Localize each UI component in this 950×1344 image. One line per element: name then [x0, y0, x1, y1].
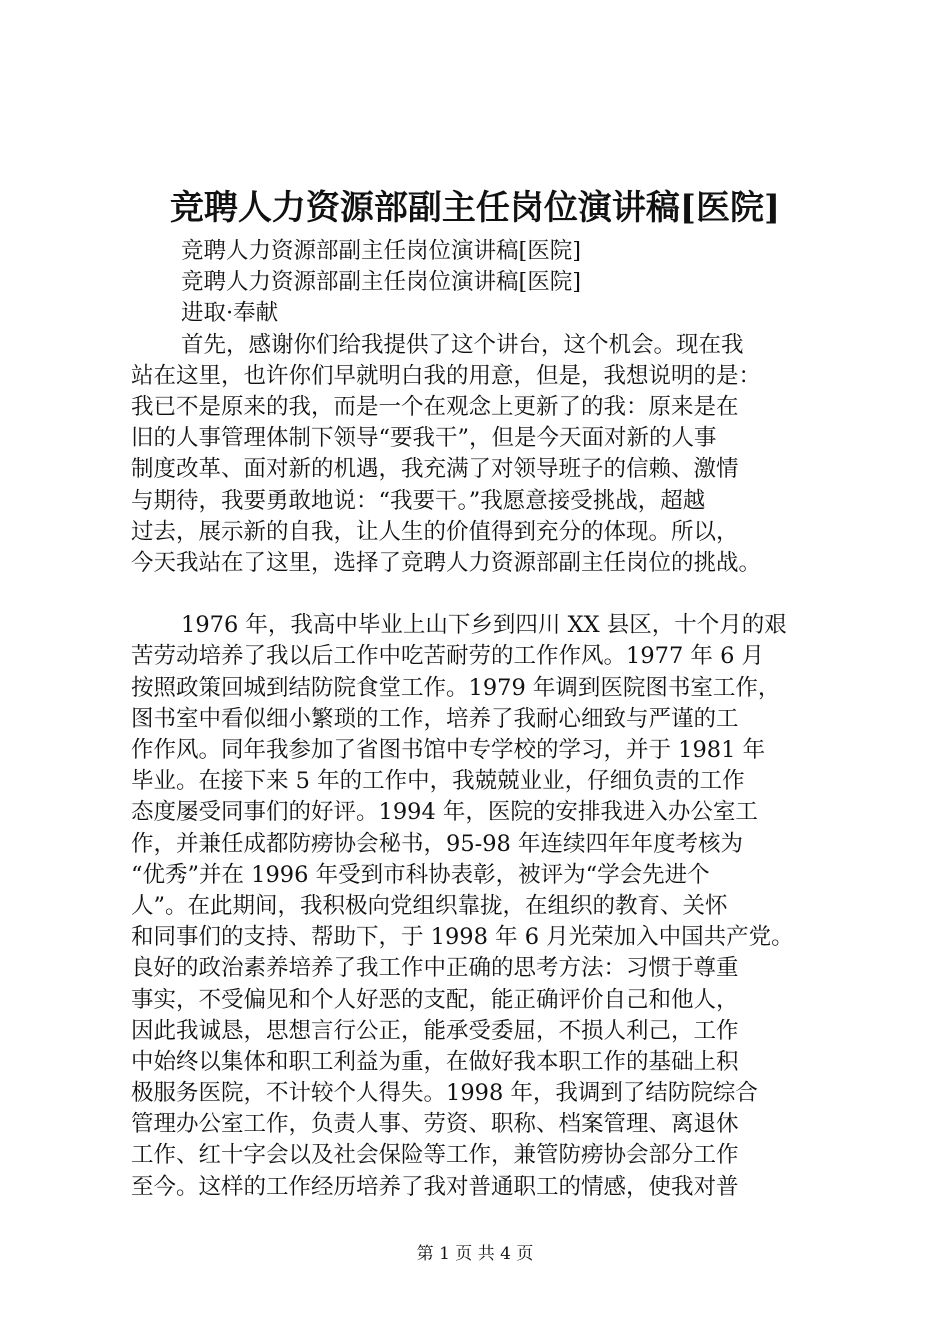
paragraph-line: 工作、红十字会以及社会保险等工作，兼管防痨协会部分工作 [131, 1142, 739, 1169]
paragraph-line: 人”。在此期间，我积极向党组织靠拢，在组织的教育、关怀 [131, 892, 728, 919]
paragraph-line: 苦劳动培养了我以后工作中吃苦耐劳的工作作风。1977 年 6 月 [131, 643, 765, 670]
paragraph-line: 良好的政治素养培养了我工作中正确的思考方法：习惯于尊重 [131, 955, 739, 982]
paragraph-line: 作，并兼任成都防痨协会秘书，95-98 年连续四年年度考核为 [131, 830, 744, 857]
paragraph-line: 事实，不受偏见和个人好恶的支配，能正确评价自己和他人， [131, 986, 739, 1013]
document-body [131, 236, 851, 1203]
paragraph-line: 旧的人事管理体制下领导“要我干”，但是今天面对新的人事 [131, 425, 717, 452]
paragraph-line: 首先，感谢你们给我提供了这个讲台，这个机会。现在我 [181, 331, 744, 358]
paragraph-line: 作作风。同年我参加了省图书馆中专学校的学习，并于 1981 年 [131, 737, 766, 763]
subtitle-line: 进取·奉献 [181, 300, 279, 327]
paragraph-line: 和同事们的支持、帮助下，于 1998 年 6 月光荣加入中国共产党。 [131, 924, 794, 951]
paragraph-line: 毕业。在接下来 5 年的工作中，我兢兢业业，仔细负责的工作 [131, 768, 745, 795]
paragraph-line: 过去，展示新的自我，让人生的价值得到充分的体现。所以， [131, 518, 739, 545]
page-number-footer: 第 1 页 共 4 页 [416, 1244, 534, 1264]
paragraph-line: 与期待，我要勇敢地说：“我要干。”我愿意接受挑战，超越 [131, 487, 706, 514]
paragraph-line: 至今。这样的工作经历培养了我对普通职工的情感，使我对普 [131, 1173, 739, 1200]
paragraph-2 [131, 610, 851, 1203]
paragraph-1 [131, 330, 851, 580]
paragraph-line: 站在这里，也许你们早就明白我的用意，但是，我想说明的是： [131, 362, 762, 389]
paragraph-line: 今天我站在了这里，选择了竞聘人力资源部副主任岗位的挑战。 [131, 549, 762, 576]
paragraph-line: 管理办公室工作，负责人事、劳资、职称、档案管理、离退休 [131, 1111, 739, 1138]
paragraph-line: “优秀”并在 1996 年受到市科协表彰，被评为“学会先进个 [131, 861, 710, 888]
document-title: 竞聘人力资源部副主任岗位演讲稿[医院] [169, 188, 781, 228]
paragraph-line: 1976 年，我高中毕业上山下乡到四川 XX 县区，十个月的艰 [181, 612, 787, 639]
subtitle-line: 竞聘人力资源部副主任岗位演讲稿[医院] [181, 238, 582, 264]
paragraph-line: 态度屡受同事们的好评。1994 年，医院的安排我进入办公室工 [131, 799, 758, 826]
paragraph-line: 因此我诚恳，思想言行公正，能承受委屈，不损人利己，工作 [131, 1017, 739, 1044]
paragraph-line: 制度改革、面对新的机遇，我充满了对领导班子的信赖、激情 [131, 456, 739, 483]
paragraph-line: 极服务医院，不计较个人得失。1998 年，我调到了结防院综合 [131, 1080, 758, 1107]
paragraph-line: 我已不是原来的我，而是一个在观念上更新了的我：原来是在 [131, 393, 739, 420]
paragraph-line: 按照政策回城到结防院食堂工作。1979 年调到医院图书室工作， [131, 674, 781, 701]
paragraph-line: 图书室中看似细小繁琐的工作，培养了我耐心细致与严谨的工 [131, 705, 739, 732]
paragraph-line: 中始终以集体和职工利益为重，在做好我本职工作的基础上积 [131, 1048, 739, 1075]
subtitle-line: 竞聘人力资源部副主任岗位演讲稿[医院] [181, 269, 582, 296]
paragraph-spacer [131, 579, 851, 610]
